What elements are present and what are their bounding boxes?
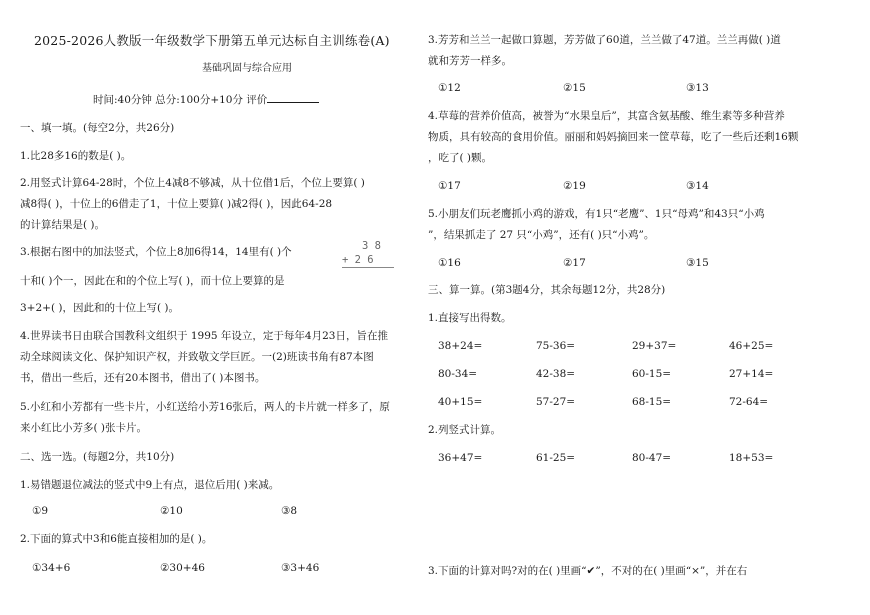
oral-calc-item: 57-27= xyxy=(536,396,576,408)
oral-calc-item: 29+37= xyxy=(632,340,677,352)
fill-question-4-line-3: 书，借出一些后，还有20本图书，借出了( )本图书。 xyxy=(20,372,266,384)
choose-question-4-line-2: 物质，具有较高的食用价值。丽丽和妈妈摘回来一筐草莓，吃了一些后还剩16颗 xyxy=(428,131,799,143)
exam-info xyxy=(93,92,319,107)
vertical-form-row-2: + 2 6 xyxy=(342,254,374,266)
choose-question-2-option-3: ③3+46 xyxy=(281,562,320,574)
section-calc-heading: 三、算一算。(第3题4分，其余每题12分，共28分) xyxy=(428,284,666,296)
choose-question-1-option-2: ②10 xyxy=(160,505,183,517)
oral-calc-item: 68-15= xyxy=(632,396,672,408)
evaluation-blank xyxy=(267,92,319,103)
oral-calc-item: 40+15= xyxy=(438,396,483,408)
choose-question-4-option-1: ①17 xyxy=(438,180,461,192)
oral-calc-item: 27+14= xyxy=(729,368,774,380)
fill-question-2-line-1: 2.用竖式计算64-28时，个位上4减8不够减，从十位借1后，个位上要算( ) xyxy=(20,177,365,189)
choose-question-3-option-3: ③13 xyxy=(686,82,709,94)
vertical-form-row-1: 3 8 xyxy=(362,240,381,252)
choose-question-2-option-2: ②30+46 xyxy=(160,562,205,574)
choose-question-5-option-2: ②17 xyxy=(563,257,586,269)
choose-question-1: 1.易错题退位减法的竖式中9上有点，退位后用( )来减。 xyxy=(20,479,280,491)
fill-question-3-line-3: 3+2+( )，因此和的十位上写( )。 xyxy=(20,302,180,314)
choose-question-3-line-1: 3.芳芳和兰兰一起做口算题，芳芳做了60道，兰兰做了47道。兰兰再做( )道 xyxy=(428,34,781,46)
oral-calc-item: 46+25= xyxy=(729,340,774,352)
choose-question-3-option-1: ①12 xyxy=(438,82,461,94)
section-choose-heading: 二、选一选。(每题2分，共10分) xyxy=(20,451,175,463)
vertical-calc-item: 18+53= xyxy=(729,452,774,464)
choose-question-1-option-3: ③8 xyxy=(281,505,298,517)
fill-question-4-line-2: 动全球阅读文化、保护知识产权，并致敬文学巨匠。一(2)班读书角有87本图 xyxy=(20,351,374,363)
fill-question-3-line-2: 十和( )个一，因此在和的个位上写( )，而十位上要算的是 xyxy=(20,275,285,287)
oral-calc-item: 60-15= xyxy=(632,368,672,380)
choose-question-5-option-3: ③15 xyxy=(686,257,709,269)
oral-calc-item: 42-38= xyxy=(536,368,576,380)
exam-info-text: 时间:40分钟 总分:100分+10分 评价 xyxy=(93,94,268,106)
choose-question-4-line-1: 4.草莓的营养价值高，被誉为“水果皇后”，其富含氨基酸、维生素等多种营养 xyxy=(428,110,785,122)
calc-part-2-heading: 2.列竖式计算。 xyxy=(428,424,502,436)
choose-question-5-option-1: ①16 xyxy=(438,257,461,269)
oral-calc-item: 38+24= xyxy=(438,340,483,352)
calc-part-3-heading: 3.下面的计算对吗?对的在( )里画“✔”，不对的在( )里画“×”，并在右 xyxy=(428,565,748,577)
page-title: 2025-2026人教版一年级数学下册第五单元达标自主训练卷(A) xyxy=(34,33,390,48)
choose-question-3-option-2: ②15 xyxy=(563,82,586,94)
fill-question-3-line-1: 3.根据右图中的加法竖式，个位上8加6得14，14里有( )个 xyxy=(20,246,292,258)
fill-question-5-line-1: 5.小红和小芳都有一些卡片，小红送给小芳16张后，两人的卡片就一样多了，原 xyxy=(20,401,390,413)
fill-question-1: 1.比28多16的数是( )。 xyxy=(20,150,132,162)
choose-question-4-line-3: ，吃了( )颗。 xyxy=(428,152,493,164)
vertical-calc-item: 61-25= xyxy=(536,452,576,464)
section-fill-heading: 一、填一填。(每空2分，共26分) xyxy=(20,122,175,134)
fill-question-5-line-2: 来小红比小芳多( )张卡片。 xyxy=(20,422,148,434)
oral-calc-item: 80-34= xyxy=(438,368,478,380)
choose-question-5-line-1: 5.小朋友们玩老鹰抓小鸡的游戏，有1只“老鹰”、1只“母鸡”和43只“小鸡 xyxy=(428,208,765,220)
fill-question-2-line-2: 减8得( )，十位上的6借走了1，十位上要算( )减2得( )，因此64-28 xyxy=(20,198,333,210)
fill-question-4-line-1: 4.世界读书日由联合国教科文组织于 1995 年设立，定于每年4月23日，旨在推 xyxy=(20,330,388,342)
vertical-calc-item: 80-47= xyxy=(632,452,672,464)
oral-calc-item: 72-64= xyxy=(729,396,769,408)
vertical-form-line xyxy=(342,267,394,268)
addition-vertical-form xyxy=(342,240,402,280)
fill-question-2-line-3: 的计算结果是( )。 xyxy=(20,219,106,231)
choose-question-3-line-2: 就和芳芳一样多。 xyxy=(428,55,512,67)
choose-question-4-option-3: ③14 xyxy=(686,180,709,192)
calc-part-1-heading: 1.直接写出得数。 xyxy=(428,312,512,324)
choose-question-2: 2.下面的算式中3和6能直接相加的是( )。 xyxy=(20,533,213,545)
choose-question-5-line-2: ”，结果抓走了 27 只“小鸡”，还有( )只“小鸡”。 xyxy=(428,229,655,241)
oral-calc-item: 75-36= xyxy=(536,340,576,352)
choose-question-1-option-1: ①9 xyxy=(32,505,49,517)
page-subtitle: 基础巩固与综合应用 xyxy=(202,63,292,74)
choose-question-4-option-2: ②19 xyxy=(563,180,586,192)
choose-question-2-option-1: ①34+6 xyxy=(32,562,71,574)
vertical-calc-item: 36+47= xyxy=(438,452,483,464)
